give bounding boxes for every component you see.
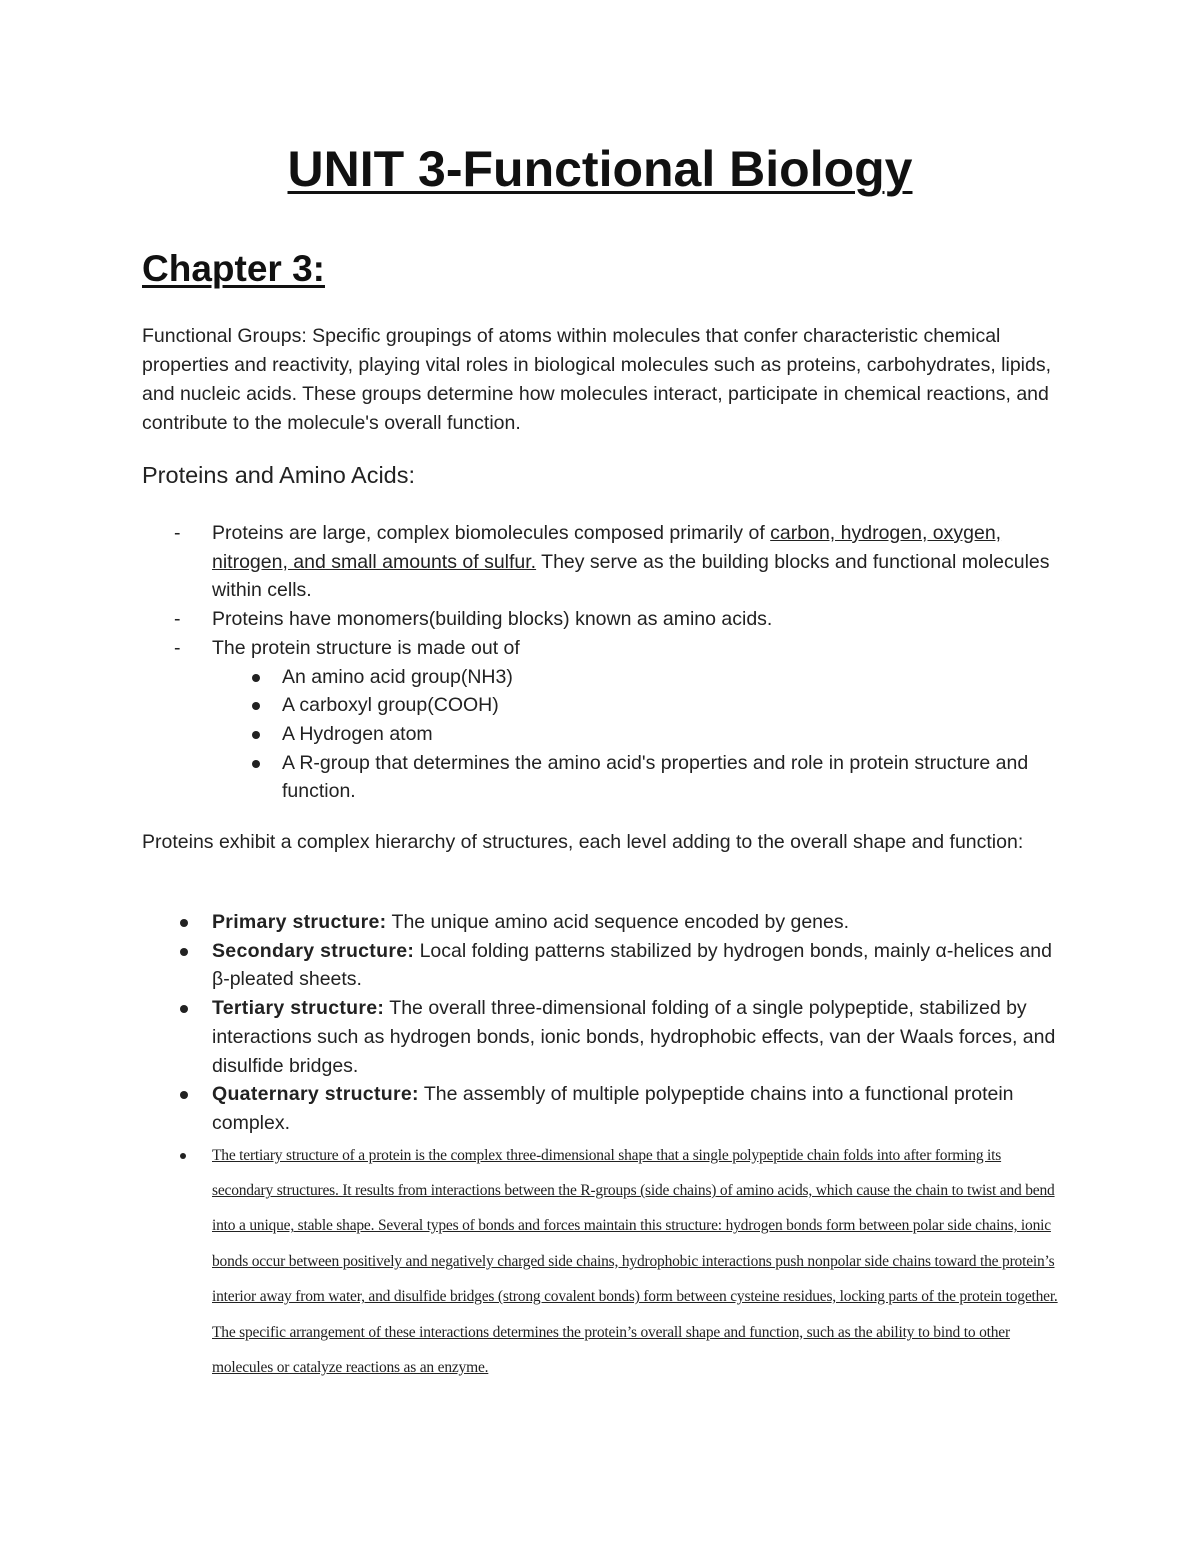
protein-facts-list	[142, 519, 1062, 806]
list-item-text: The protein structure is made out of	[212, 636, 520, 659]
bullet-icon	[180, 919, 188, 927]
list-item-text: Proteins have monomers(building blocks) known as amino acids.	[212, 608, 773, 631]
structure-parts-list	[212, 663, 1062, 807]
structure-label: Quaternary structure:	[212, 1083, 419, 1106]
bullet-icon	[252, 731, 260, 739]
dash-marker: -	[174, 522, 181, 544]
proteins-section-heading: Proteins and Amino Acids:	[142, 462, 416, 488]
list-item	[142, 519, 1062, 605]
bullet-icon	[180, 948, 188, 956]
structure-description: The overall three-dimensional folding of a single polypeptide, stabilized by interactions such as hydrogen bonds, ionic bonds, hydrophobic effects, van der Waals forces, and disulfide bridges.	[212, 997, 1056, 1077]
list-item-text: A R-group that determines the amino acid's properties and role in protein structure and function.	[282, 751, 1029, 803]
list-item	[142, 634, 1062, 806]
structure-label: Tertiary structure:	[212, 997, 385, 1020]
list-item-text: An amino acid group(NH3)	[282, 665, 513, 688]
hierarchy-intro-paragraph: Proteins exhibit a complex hierarchy of structures, each level adding to the overall shape and function:	[142, 831, 1024, 853]
structure-description: Local folding patterns stabilized by hydrogen bonds, mainly α-helices and β-pleated sheets.	[212, 939, 1052, 991]
structure-description: The assembly of multiple polypeptide chains into a functional protein complex.	[212, 1083, 1014, 1134]
list-item	[142, 605, 1062, 634]
tertiary-structure-note: The tertiary structure of a protein is the complex three-dimensional shape that a single polypeptide chain folds into after forming its secondary structures. It results from interactions between the R-groups (side chains) of amino acids, which cause the chain to twist and bend into a unique, stable shape. Several types of bonds and forces maintain this structure: hydrogen bonds form between polar side chains, ionic bonds occur between positively and negatively charged side chains, hydrophobic interactions push nonpolar side chains toward the protein’s interior away from water, and disulfide bridges (strong covalent bonds) form between cysteine residues, locking parts of the protein together. The specific arrangement of these interactions determines the protein’s overall shape and function, such as the ability to bind to other molecules or catalyze reactions as an enzyme.	[212, 1146, 1058, 1377]
list-item	[212, 691, 1062, 720]
structure-label: Primary structure:	[212, 911, 387, 933]
list-item-text: Proteins are large, complex biomolecules composed primarily of	[212, 522, 771, 544]
bullet-icon	[252, 702, 260, 710]
list-item-text: A Hydrogen atom	[282, 722, 433, 745]
underlined-elements-text: carbon, hydrogen, oxygen, nitrogen, and small amounts of sulfur.	[212, 522, 1002, 573]
list-item-text: They serve as the building blocks and functional molecules within cells.	[212, 550, 1050, 602]
list-item	[142, 937, 1062, 994]
list-item-text: A carboxyl group(COOH)	[282, 694, 499, 717]
list-item	[142, 994, 1062, 1080]
document-title: UNIT 3-Functional Biology	[287, 141, 913, 197]
list-item	[142, 1080, 1062, 1137]
chapter-heading: Chapter 3:	[142, 248, 325, 289]
structure-label: Secondary structure:	[212, 939, 415, 962]
functional-groups-paragraph: Functional Groups: Specific groupings of atoms within molecules that confer characteristic chemical properties and reactivity, playing vital roles in biological molecules such as proteins, carbohydrates, lipids, and nucleic acids. These groups determine how molecules interact, participate in chemical reactions, and contribute to the molecule's overall function.	[142, 325, 1052, 434]
list-item	[142, 908, 1062, 937]
bullet-icon	[252, 674, 260, 682]
bullet-icon	[180, 1005, 188, 1013]
dash-marker: -	[174, 636, 181, 659]
structure-description: The unique amino acid sequence encoded by genes.	[386, 911, 850, 933]
list-item	[212, 663, 1062, 692]
list-item	[212, 720, 1062, 749]
bullet-icon	[252, 760, 260, 768]
bullet-icon	[180, 1153, 186, 1159]
bullet-icon	[180, 1091, 188, 1099]
structure-levels-list	[142, 908, 1062, 1385]
list-item	[142, 1138, 1062, 1386]
dash-marker: -	[174, 608, 181, 631]
list-item	[212, 749, 1062, 806]
